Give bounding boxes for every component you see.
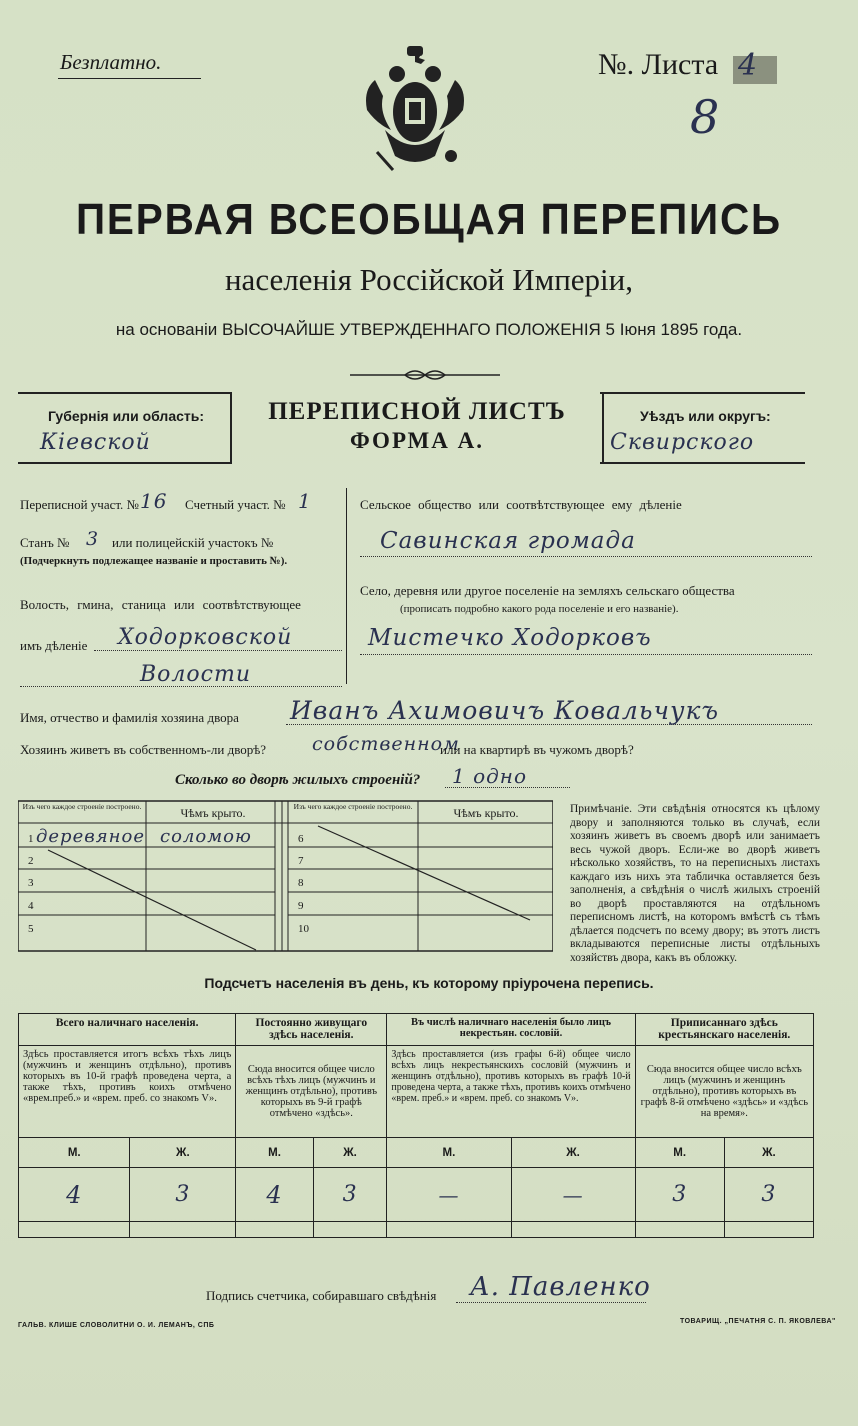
sheet-title: ПЕРЕПИСНОЙ ЛИСТЪ [268, 398, 566, 425]
count-f: 3 [724, 1168, 813, 1222]
gubernia-value: Кіевской [40, 430, 151, 455]
volost-label: Волость, гмина, станица или соотвѣтствующее [20, 597, 301, 612]
schet-label: Счетный участ. № [185, 497, 286, 512]
volost-dotline-1 [94, 650, 342, 651]
society-label: Сельское общество или соотвѣтствующее ему дѣленіе [360, 497, 682, 512]
count-m: — [387, 1168, 511, 1222]
header-bottom-line-right [600, 462, 805, 464]
sheet-number-crossed-value: 4 [738, 48, 759, 83]
form-title: ФОРМА А. [350, 428, 484, 453]
f-label: Ж. [130, 1138, 236, 1168]
buildings-col2-left: Чѣмъ крыто. [180, 806, 246, 820]
uchast-label: Переписной участ. № [20, 497, 139, 512]
count-m: 4 [236, 1168, 314, 1222]
buildings-label: Сколько во дворѣ жилыхъ строеній? [175, 772, 421, 788]
subtitle: населенія Россійской Имперіи, [224, 262, 634, 297]
row-num: 4 [28, 900, 34, 912]
village-dotline [360, 654, 812, 655]
note-text: Примѣчаніе. Эти свѣдѣнія относятся къ цѣлому двору и заполняются только въ случаѣ, если хозяинъ живетъ въ своемъ дворѣ или занимаетъ весь чужой дворъ. Если-же во дворѣ живетъ нѣсколько хозяйствъ, то на переписныхъ листахъ каждаго изъ нихъ эта табличка оставляется безъ заполненія, а свѣдѣнія о числѣ жилыхъ строеній во дворѣ проставляются на отдѣльномъ переписномъ листѣ, на которомъ вмѣстѣ съ тѣмъ дѣлается подсчетъ по всему двору; въ этотъ листъ вкладываются переписные листы отдѣльныхъ хозяйствъ двора, какъ въ обложку. [570, 803, 820, 964]
population-heading: Подсчетъ населенія въ день, къ которому пріурочена перепись. [204, 975, 654, 991]
population-table [18, 1013, 814, 1238]
m-label: М. [19, 1138, 130, 1168]
volost-value-1: Ходорковской [118, 625, 293, 650]
owner-lives-value: собственном [312, 733, 460, 755]
header-top-line-right [600, 392, 805, 394]
group-title: Постоянно живущаго здѣсь населенія. [236, 1014, 387, 1046]
row-num: 3 [28, 877, 34, 889]
signature-value: А. Павленко [470, 1272, 651, 1302]
row-num: 5 [28, 923, 34, 935]
owner-name-label: Имя, отчество и фамилія хозяина двора [20, 710, 239, 725]
row-num: 2 [28, 855, 34, 867]
footer-left: ГАЛЬВ. КЛИШЕ СЛОВОЛИТНИ О. И. ЛЕМАНЪ, СПБ [18, 1322, 215, 1329]
society-value: Савинская громада [380, 528, 636, 554]
m-label: М. [387, 1138, 511, 1168]
m-label: М. [236, 1138, 314, 1168]
village-label: Село, деревня или другое поселеніе на земляхъ сельскаго общества [360, 583, 735, 598]
f-label: Ж. [724, 1138, 813, 1168]
double-headed-eagle-emblem [355, 40, 475, 180]
free-underline [58, 78, 201, 79]
legal-basis: на основаніи ВЫСОЧАЙШЕ УТВЕРЖДЕННАГО ПОЛОЖЕНІЯ 5 Іюня 1895 года. [115, 320, 743, 339]
volost-label-2: имъ дѣленіе [20, 638, 88, 653]
buildings-col1-right: Изъ чего каждое строеніе построено. [293, 802, 413, 811]
count-m: 4 [19, 1168, 130, 1222]
buildings-col1-left: Изъ чего каждое строеніе построено. [22, 802, 142, 811]
buildings-col2-right: Чѣмъ крыто. [453, 806, 519, 820]
underline-note: (Подчеркнуть подлежащее названіе и проставить №). [20, 555, 288, 567]
village-note: (прописать подробно какого рода поселеніе и его названіе). [400, 603, 679, 615]
row1-roof: соломою [160, 826, 252, 847]
group-desc: Здѣсь проставляется итогъ всѣхъ тѣхъ лицъ (мужчинъ и женщинъ отдѣльно), противъ которыхъ въ 10-й графѣ проведена черта, а также тѣхъ, противъ коихъ отмѣчено «врем.преб.» и «врем. преб. со знакомъ V». [19, 1046, 236, 1138]
stan-label: Станъ № [20, 535, 70, 550]
owner-lives-label-2: или на квартирѣ въ чужомъ дворѣ? [440, 742, 634, 757]
form-title-box [230, 392, 604, 464]
header-bottom-line-left [18, 462, 230, 464]
count-f: 3 [130, 1168, 236, 1222]
address-divider [346, 488, 347, 684]
group-title: Всего наличнаго населенія. [19, 1014, 236, 1046]
group-desc: Здѣсь проставляется (изъ графы 6-й) общее число всѣхъ лицъ некрестьянскихъ сословій (мужчинъ и женщинъ отдѣльно), противъ которыхъ въ графѣ 10-й проведена черта, а также тѣхъ, противъ коихъ отмѣчено «врем. преб.» и «врем. преб. со знакомъ V». [387, 1046, 635, 1138]
signature-label: Подпись счетчика, собиравшаго свѣдѣнія [206, 1288, 437, 1303]
uezd-value: Сквирского [610, 430, 755, 455]
count-f: — [511, 1168, 635, 1222]
row-num: 6 [298, 833, 304, 845]
group-title: Въ числѣ наличнаго населенія было лицъ некрестьян. сословій. [387, 1014, 635, 1046]
gubernia-label: Губернія или область: [48, 408, 205, 424]
row-num: 9 [298, 900, 304, 912]
sheet-number-value: 8 [690, 90, 721, 144]
group-desc: Сюда вносится общее число всѣхъ лицъ (мужчинъ и женщинъ отдѣльно), противъ которыхъ въ графѣ 8-й отмѣчено «здѣсь» и «здѣсь на время». [635, 1046, 813, 1138]
free-label: Безплатно. [60, 50, 162, 74]
group-desc: Сюда вносится общее число всѣхъ тѣхъ лицъ (мужчинъ и женщинъ отдѣльно), противъ которыхъ въ 9-й графѣ отмѣчено «здѣсь». [236, 1046, 387, 1138]
buildings-value: 1 одно [452, 764, 528, 788]
society-dotline [360, 556, 812, 557]
sheet-number-label: №. Листа [598, 48, 719, 81]
uchast-value: 16 [140, 489, 168, 513]
schet-value: 1 [298, 489, 312, 513]
row-num: 1 [28, 833, 34, 845]
footer-right: ТОВАРИЩ. „ПЕЧАТНЯ С. П. ЯКОВЛЕВА" [680, 1318, 836, 1325]
buildings-table [18, 800, 553, 952]
main-title: ПЕРВАЯ ВСЕОБЩАЯ ПЕРЕПИСЬ [75, 195, 782, 244]
group-title: Приписаннаго здѣсь крестьянскаго населенія. [635, 1014, 813, 1046]
village-value: Мистечко Ходорковъ [368, 625, 652, 651]
row-num: 8 [298, 877, 304, 889]
uezd-label: Уѣздъ или округъ: [640, 408, 771, 424]
stan-value: 3 [86, 528, 100, 550]
row1-material: деревяное [36, 826, 145, 847]
volost-value-2: Волости [140, 662, 252, 687]
ornament-divider [350, 368, 500, 382]
f-label: Ж. [313, 1138, 387, 1168]
count-f: 3 [313, 1168, 387, 1222]
buildings-dotline [445, 787, 570, 788]
header-top-line-left [18, 392, 230, 394]
owner-name-value: Иванъ Ахимовичъ Ковальчукъ [290, 696, 720, 725]
row-num: 10 [298, 923, 309, 935]
row-num: 7 [298, 855, 304, 867]
count-m: 3 [635, 1168, 724, 1222]
signature-dotline [456, 1302, 646, 1303]
police-label: или полицейскій участокъ № [112, 535, 274, 550]
m-label: М. [635, 1138, 724, 1168]
f-label: Ж. [511, 1138, 635, 1168]
owner-lives-label-1: Хозяинъ живетъ въ собственномъ-ли дворѣ? [20, 742, 267, 757]
